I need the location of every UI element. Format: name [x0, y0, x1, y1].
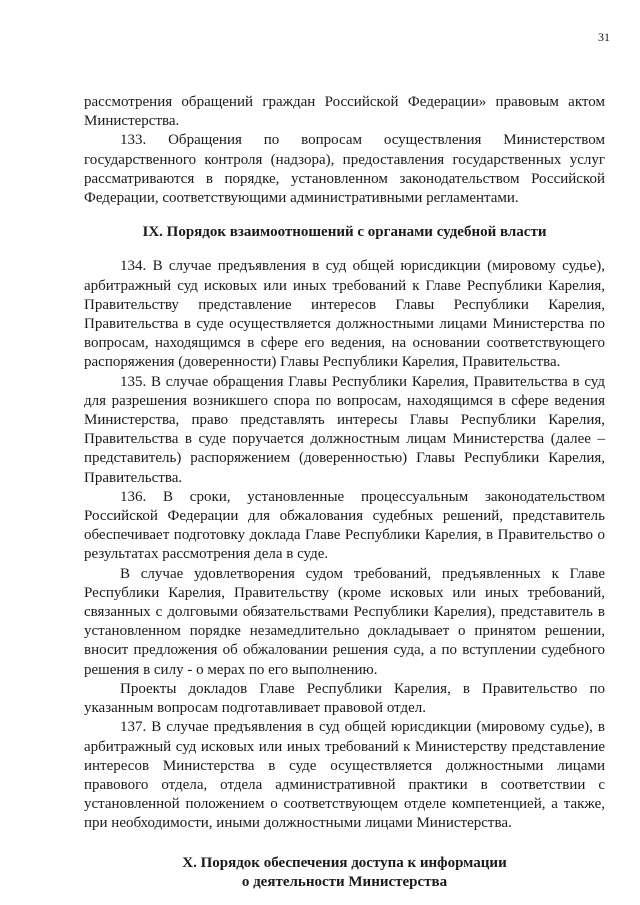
paragraph: 137. В случае предъявления в суд общей юрисдикции (мировому судье), в арбитражный суд исковых или иных требований к Министерству представление интересов Министерства в суде осуществляется должностными лицами правового отдела, отдела административной практики в соответствии с установленной положением о соответствующем отделе компетенцией, а также, при необходимости, иными должностными лицами Министерства. [84, 719, 605, 832]
section-ix-heading: IX. Порядок взаимоотношений с органами судебной власти [142, 224, 547, 241]
document-body [84, 93, 605, 892]
intro-paragraphs [84, 93, 605, 208]
paragraph: В случае удовлетворения судом требований, предъявленных к Главе Республики Карелия, Правительству (кроме исковых или иных требований, связанных с долговыми обязательствами Республики Карелия), представитель в установленном порядке незамедлительно докладывает о принятом решении, вносит предложения об обжаловании решения суда, а по вступлении судебного решения в силу - о мерах по его выполнению. [84, 565, 605, 678]
section-ix-paragraphs [84, 257, 605, 833]
paragraph: 135. В случае обращения Главы Республики Карелия, Правительства в суд для разрешения возникшего спора по вопросам, находящимся в сфере ведения Министерства, право представлять интересы Главы Республики Карелия, Правительства в суде поручается должностным лицам Министерства (далее – представитель) распоряжением (доверенностью) Главы Республики Карелия, Правительства. [84, 373, 605, 486]
paragraph: 133. Обращения по вопросам осуществления Министерством государственного контроля (надзора), предоставления государственных услуг рассматриваются в порядке, установленном законодательством Российской Федерации, соответствующими административными регламентами. [84, 132, 605, 207]
paragraph: 136. В сроки, установленные процессуальным законодательством Российской Федерации для обжалования судебных решений, представитель обеспечивает подготовку доклада Главе Республики Карелия, в Правительство о результатах рассмотрения дела в суде. [84, 488, 605, 563]
paragraph: рассмотрения обращений граждан Российской Федерации» правовым актом Министерства. [84, 94, 605, 130]
page-number: 31 [598, 30, 610, 44]
paragraph: Проекты докладов Главе Республики Карелия, в Правительство по указанным вопросам подготавливает правовой отдел. [84, 680, 605, 717]
section-x-heading-line-1: X. Порядок обеспечения доступа к информации [182, 854, 507, 871]
section-x-heading-line-2: о деятельности Министерства [241, 873, 448, 890]
paragraph: 134. В случае предъявления в суд общей юрисдикции (мировому судье), арбитражный суд исковых или иных требований к Главе Республики Карелия, Правительству представление интересов Главы Республики Карелия, Правительства в суде осуществляется должностными лицами Министерства по вопросам, находящимся в сфере его ведения, на основании соответствующего распоряжения (доверенности) Главы Республики Карелия, Правительства. [84, 258, 605, 371]
section-x-heading [84, 854, 605, 892]
